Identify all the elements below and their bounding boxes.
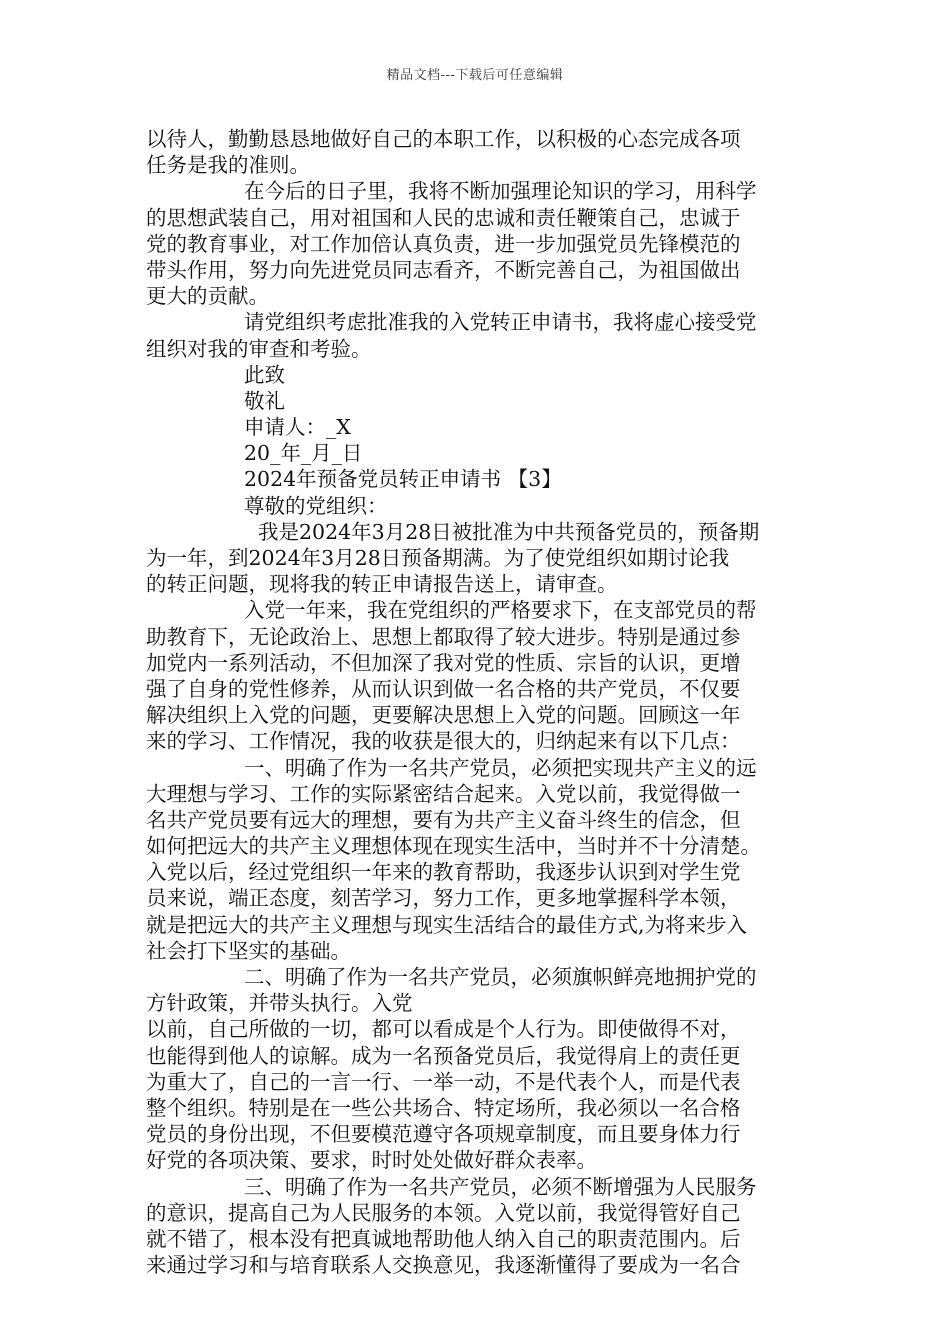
text-line: 三、明确了作为一名共产党员，必须不断增强为人民服务 — [244, 1174, 757, 1199]
text-line: 申请人：_X — [244, 415, 351, 440]
text-line: 整个组织。特别是在一些公共场合、特定场所，我必须以一名合格 — [146, 1095, 741, 1120]
text-line: 如何把远大的共产主义理想体现在现实生活中，当时并不十分清楚。 — [146, 834, 761, 859]
text-line: 名共产党员要有远大的理想，要有为共产主义奋斗终生的信念，但 — [146, 807, 741, 832]
text-line: 此致 — [244, 362, 285, 387]
text-line: 敬礼 — [244, 388, 285, 413]
text-line: 就不错了，根本没有把真诚地帮助他人纳入自己的职责范围内。后 — [146, 1226, 741, 1251]
text-line: 更大的贡献。 — [146, 284, 269, 309]
text-line: 也能得到他人的谅解。成为一名预备党员后，我觉得肩上的责任更 — [146, 1043, 741, 1068]
text-line: 20_年_月_日 — [244, 441, 363, 466]
text-line: 组织对我的审查和考验。 — [146, 336, 372, 361]
text-line: 助教育下，无论政治上、思想上都取得了较大进步。特别是通过参 — [146, 624, 741, 649]
text-line: 尊敬的党组织： — [244, 493, 388, 518]
text-line: 2024年预备党员转正申请书 【3】 — [244, 467, 562, 492]
text-line: 入党以后，经过党组织一年来的教育帮助，我逐步认识到对学生党 — [146, 860, 741, 885]
text-line: 带头作用，努力向先进党员同志看齐，不断完善自己，为祖国做出 — [146, 257, 741, 282]
text-line: 员来说，端正态度，刻苦学习，努力工作，更多地掌握科学本领， — [146, 886, 741, 911]
text-line: 我是2024年3月28日被批准为中共预备党员的，预备期 — [258, 519, 760, 544]
text-line: 加党内一系列活动，不但加深了我对党的性质、宗旨的认识，更增 — [146, 650, 741, 675]
text-line: 的思想武装自己，用对祖国和人民的忠诚和责任鞭策自己，忠诚于 — [146, 205, 741, 230]
text-line: 为重大了，自己的一言一行、一举一动，不是代表个人，而是代表 — [146, 1069, 741, 1094]
text-line: 以前，自己所做的一切，都可以看成是个人行为。即使做得不对， — [146, 1017, 741, 1042]
text-line: 党员的身份出现，不但要模范遵守各项规章制度，而且要身体力行 — [146, 1122, 741, 1147]
text-line: 就是把远大的共产主义理想与现实生活结合的最佳方式,为将来步入 — [146, 912, 748, 937]
text-line: 社会打下坚实的基础。 — [146, 938, 351, 963]
text-line: 来的学习、工作情况，我的收获是很大的，归纳起来有以下几点： — [146, 729, 741, 754]
text-line: 强了自身的党性修养，从而认识到做一名合格的共产党员，不仅要 — [146, 676, 741, 701]
text-line: 解决组织上入党的问题，更要解决思想上入党的问题。回顾这一年 — [146, 703, 741, 728]
text-line: 在今后的日子里，我将不断加强理论知识的学习，用科学 — [244, 179, 757, 204]
text-line: 的意识，提高自己为人民服务的本领。入党以前，我觉得管好自己 — [146, 1200, 741, 1225]
text-line: 以待人，勤勤恳恳地做好自己的本职工作，以积极的心态完成各项 — [146, 127, 741, 151]
text-line: 的转正问题，现将我的转正申请报告送上，请审查。 — [146, 572, 618, 597]
text-line: 大理想与学习、工作的实际紧密结合起来。入党以前，我觉得做一 — [146, 781, 741, 806]
text-line: 入党一年来，我在党组织的严格要求下，在支部党员的帮 — [244, 598, 757, 623]
text-line: 方针政策，并带头执行。入党 — [146, 991, 413, 1016]
text-line: 党的教育事业，对工作加倍认真负责，进一步加强党员先锋模范的 — [146, 231, 741, 256]
text-line: 请党组织考虑批准我的入党转正申请书，我将虚心接受党 — [244, 310, 757, 335]
text-line: 任务是我的准则。 — [146, 153, 310, 178]
text-line: 为一年，到2024年3月28日预备期满。为了使党组织如期讨论我 — [146, 546, 730, 570]
document-body — [146, 126, 814, 1278]
text-line: 一、明确了作为一名共产党员，必须把实现共产主义的远 — [244, 755, 757, 780]
text-line: 好党的各项决策、要求，时时处处做好群众表率。 — [146, 1148, 597, 1173]
page-header: 精品文档---下载后可任意编辑 — [386, 68, 564, 83]
text-line: 二、明确了作为一名共产党员，必须旗帜鲜亮地拥护党的 — [244, 965, 757, 989]
text-line: 来通过学习和与培育联系人交换意见，我逐渐懂得了要成为一名合 — [146, 1253, 741, 1278]
